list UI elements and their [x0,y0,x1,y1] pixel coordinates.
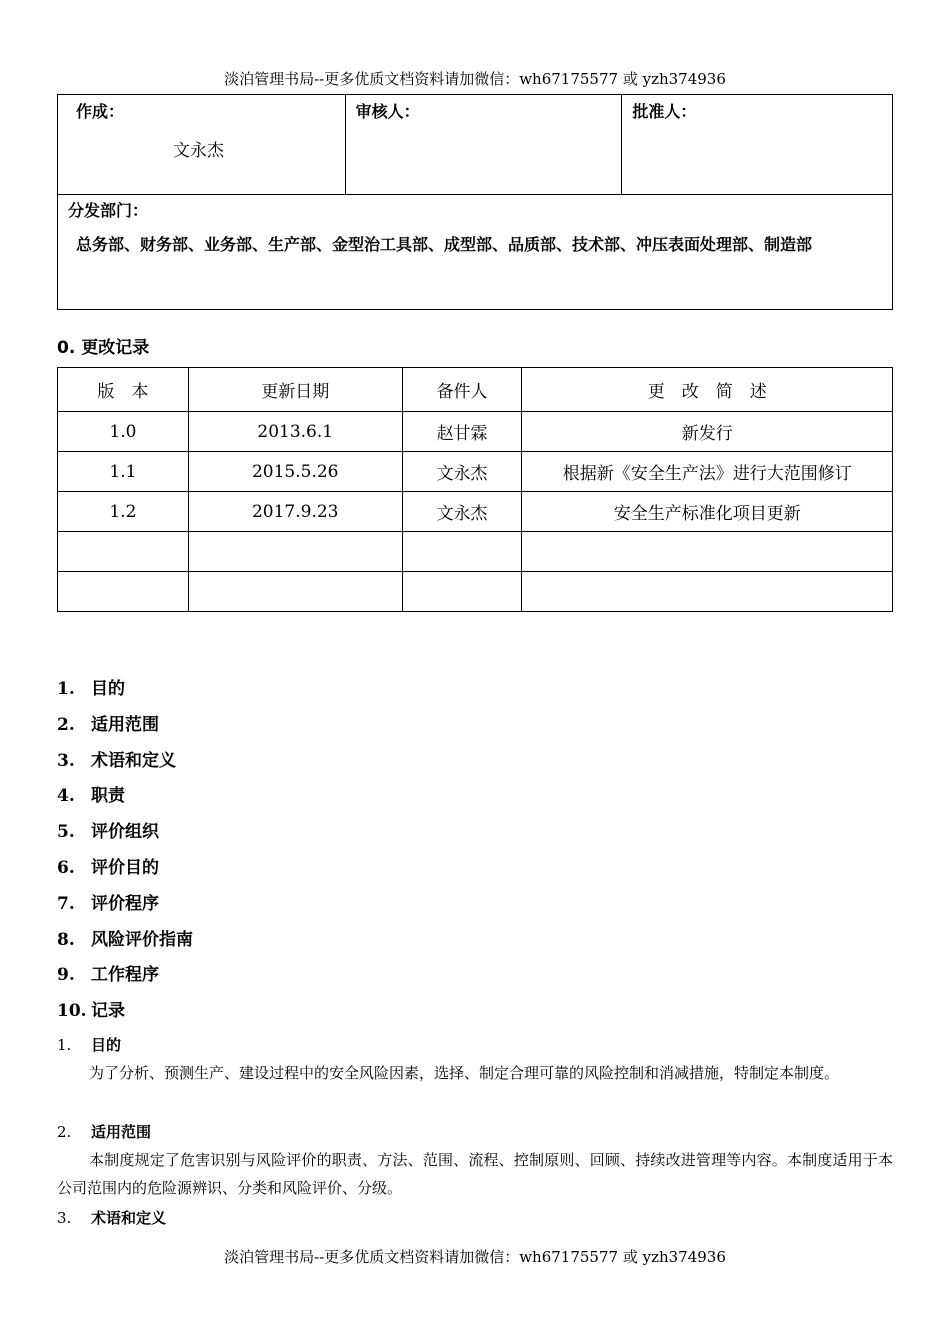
column-header: 版 本 [58,368,189,412]
table-row [58,452,893,492]
toc-item [57,779,893,815]
toc-title: 职责 [91,786,125,807]
author-value: 文永杰 [173,141,224,161]
summary-cell: 根据新《安全生产法》进行大范围修订 [522,452,893,492]
toc-title: 工作程序 [91,965,159,986]
toc-item [57,851,893,887]
version-cell [58,532,189,572]
toc-number: 5. [57,822,75,843]
distribution-value: 总务部、财务部、业务部、生产部、金型治工具部、成型部、品质部、技术部、冲压表面处理部、制造部 [76,235,813,254]
section-paragraph: 为了分析、预测生产、建设过程中的安全风险因素，选择、制定合理可靠的风险控制和消减措施，特制定本制度。 [89,1064,840,1082]
summary-cell [522,532,893,572]
person-cell [402,532,522,572]
approver-label: 批准人： [632,102,697,121]
table-row [58,532,893,572]
column-header: 更 改 简 述 [522,368,893,412]
toc-number: 10. [57,1001,87,1022]
toc-title: 评价组织 [91,822,159,843]
date-cell [188,532,402,572]
section-title: 适用范围 [91,1123,152,1141]
table-row [58,572,893,612]
toc-title: 评价目的 [91,857,159,878]
section-paragraph: 本制度规定了危害识别与风险评价的职责、方法、范围、流程、控制原则、回顾、持续改进管理等内容。本制度适用于本公司范围内的危险源辨识、分类和风险评价、分级。 [57,1151,893,1197]
toc-item [57,815,893,851]
reviewer-cell [345,95,622,195]
revision-table [57,367,893,612]
approver-cell [622,95,893,195]
table-of-contents [57,672,893,1030]
section-title: 术语和定义 [91,1209,167,1227]
toc-number: 2. [57,714,75,735]
person-cell: 文永杰 [402,492,522,532]
distribution-cell [58,195,893,310]
section-heading [57,1118,893,1146]
toc-number: 7. [57,893,75,914]
section-number: 3. [57,1209,72,1227]
person-cell [402,572,522,612]
table-row [58,412,893,452]
page-footer: 淡泊管理书局--更多优质文档资料请加微信：wh67175577 或 yzh374936 [224,1248,726,1266]
signoff-table [57,94,893,310]
column-header: 备件人 [402,368,522,412]
toc-title: 风险评价指南 [91,929,193,950]
person-cell: 文永杰 [402,452,522,492]
toc-item [57,708,893,744]
toc-title: 术语和定义 [91,750,176,771]
summary-cell: 新发行 [522,412,893,452]
toc-number: 9. [57,965,75,986]
date-cell: 2013.6.1 [188,412,402,452]
date-cell [188,572,402,612]
revision-header-row [58,368,893,412]
version-cell [58,572,189,612]
reviewer-label: 审核人： [355,102,420,121]
toc-number: 6. [57,857,75,878]
toc-title: 适用范围 [91,714,159,735]
summary-cell: 安全生产标准化项目更新 [522,492,893,532]
summary-cell [522,572,893,612]
toc-item [57,744,893,780]
date-cell: 2017.9.23 [188,492,402,532]
version-cell: 1.0 [58,412,189,452]
section-heading [57,1031,893,1059]
toc-number: 1. [57,679,75,699]
toc-item [57,923,893,959]
section-title: 目的 [91,1036,122,1054]
toc-number: 8. [57,929,75,950]
version-cell: 1.2 [58,492,189,532]
section-terms [57,1204,893,1232]
toc-item [57,672,893,708]
section-heading [57,1204,893,1232]
toc-number: 4. [57,786,75,807]
date-cell: 2015.5.26 [188,452,402,492]
toc-title: 目的 [91,679,125,699]
toc-item [57,994,893,1030]
author-label: 作成： [76,102,125,121]
table-row [58,492,893,532]
column-header: 更新日期 [188,368,402,412]
section-purpose [57,1031,893,1087]
toc-item [57,887,893,923]
version-cell: 1.1 [58,452,189,492]
toc-title: 记录 [91,1001,125,1022]
distribution-label: 分发部门： [68,201,149,220]
person-cell: 赵甘霖 [402,412,522,452]
toc-number: 3. [57,750,75,771]
section-number: 1. [57,1036,72,1054]
section-scope [57,1118,893,1202]
toc-item [57,958,893,994]
page-header: 淡泊管理书局--更多优质文档资料请加微信：wh67175577 或 yzh374936 [224,70,726,88]
toc-title: 评价程序 [91,893,159,914]
revision-title: 0. 更改记录 [57,338,150,358]
section-number: 2. [57,1123,72,1141]
author-cell [58,95,346,195]
